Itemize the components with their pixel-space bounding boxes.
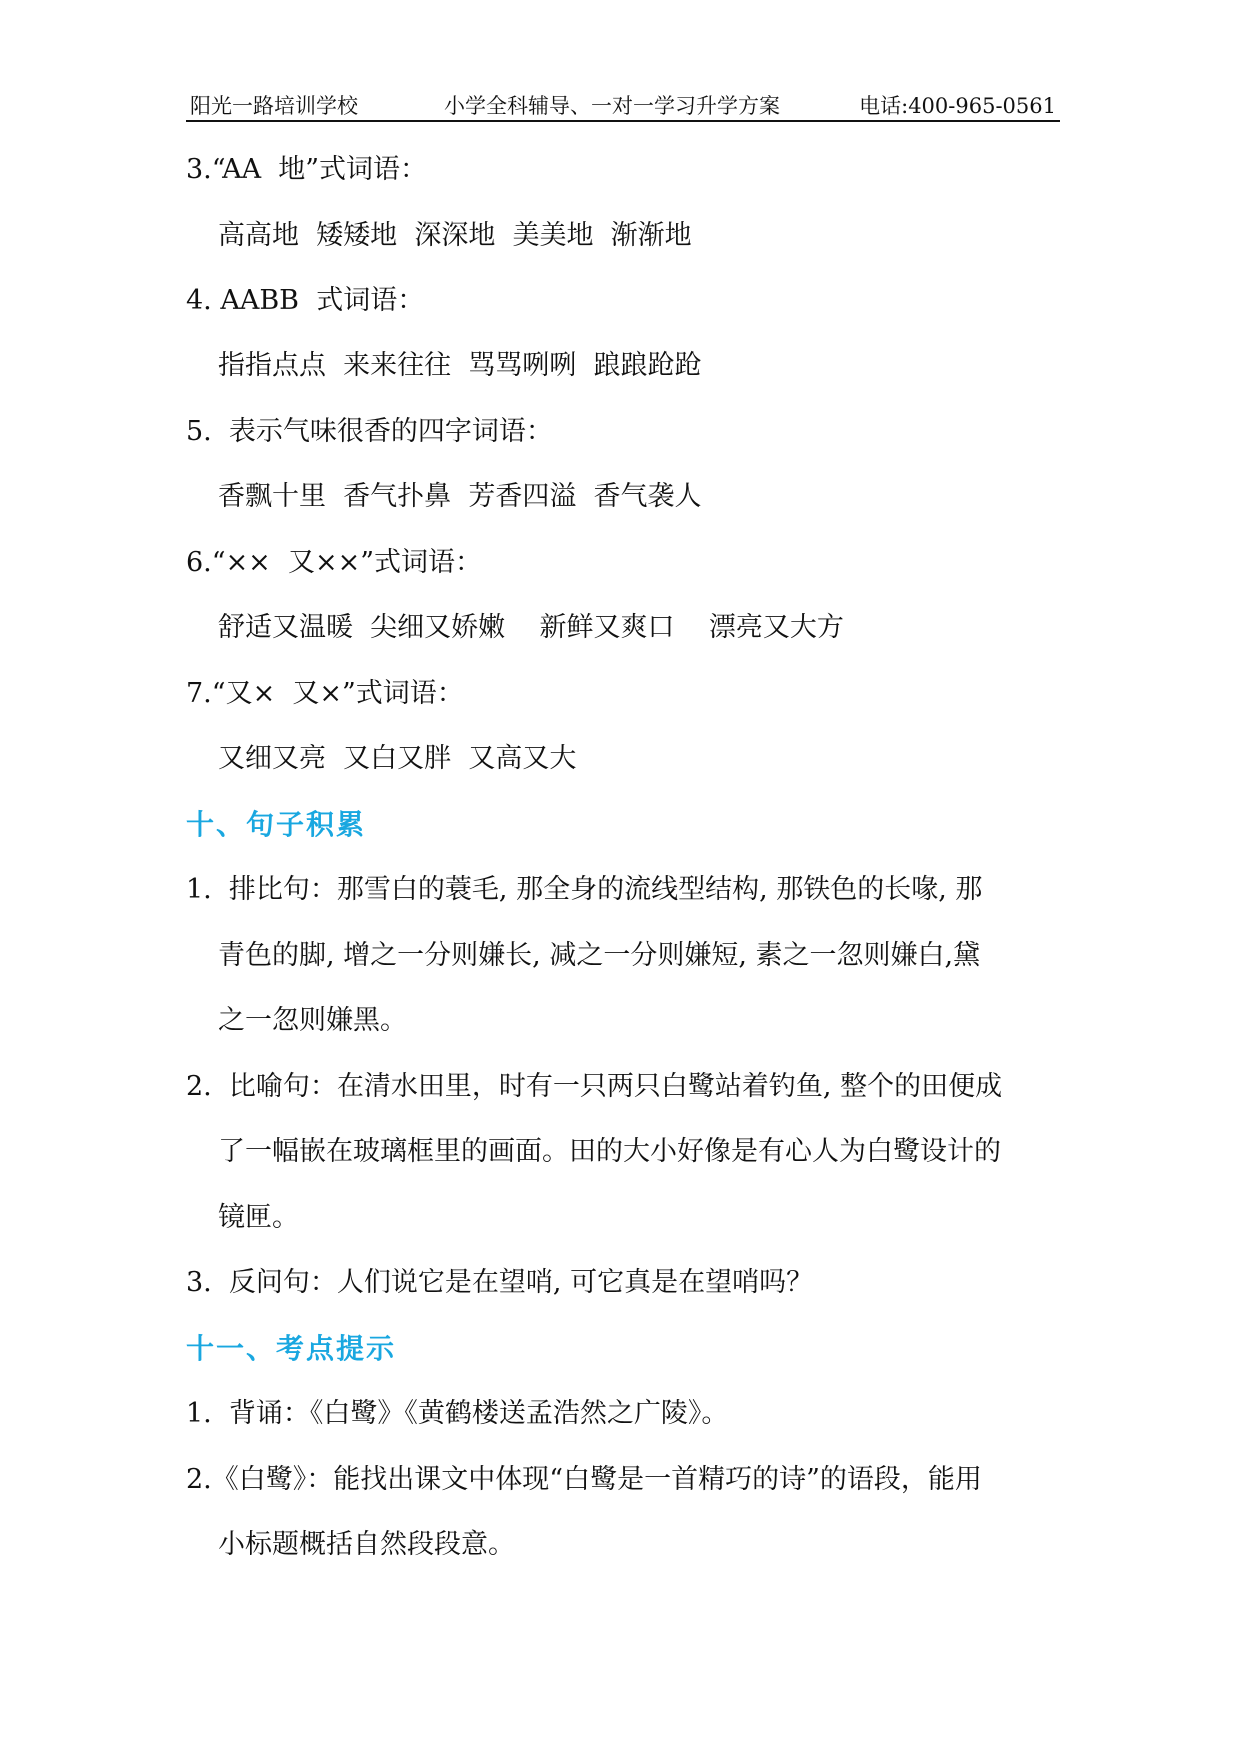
section-heading-exam-tips: 十一、考点提示 bbox=[186, 1332, 397, 1365]
item-4-words: 指指点点 来来往往 骂骂咧咧 踉踉跄跄 bbox=[218, 350, 702, 381]
item-6-words: 舒适又温暖 尖细又娇嫩 新鲜又爽口 漂亮又大方 bbox=[218, 612, 844, 643]
item-5-title: 5. 表示气味很香的四字词语： bbox=[186, 416, 553, 447]
tip-2-line-1: 2.《白鹭》：能找出课文中体现“白鹭是一首精巧的诗”的语段，能用 bbox=[186, 1464, 982, 1495]
header-slogan: 小学全科辅导、一对一学习升学方案 bbox=[444, 94, 780, 118]
sentence-3-line-1: 3. 反问句：人们说它是在望哨, 可它真是在望哨吗？ bbox=[186, 1267, 814, 1298]
sentence-1-line-1: 1. 排比句：那雪白的蓑毛, 那全身的流线型结构, 那铁色的长喙, 那 bbox=[186, 874, 983, 905]
item-4-title: 4. AABB 式词语： bbox=[186, 285, 425, 316]
section-heading-sentences: 十、句子积累 bbox=[186, 808, 367, 841]
school-name: 阳光一路培训学校 bbox=[190, 94, 358, 118]
sentence-2-line-3: 镜匣。 bbox=[218, 1202, 299, 1233]
page-header bbox=[186, 88, 1060, 122]
item-3-words: 高高地 矮矮地 深深地 美美地 渐渐地 bbox=[218, 220, 692, 251]
sentence-1-line-3: 之一忽则嫌黑。 bbox=[218, 1005, 407, 1036]
item-3-title: 3.“AA 地”式词语： bbox=[186, 154, 428, 185]
item-7-words: 又细又亮 又白又胖 又高又大 bbox=[218, 743, 577, 774]
tip-1: 1. 背诵：《白鹭》《黄鹤楼送孟浩然之广陵》。 bbox=[186, 1398, 729, 1429]
sentence-1-line-2: 青色的脚, 增之一分则嫌长, 减之一分则嫌短, 素之一忽则嫌白,黛 bbox=[218, 940, 981, 971]
item-7-title: 7.“又× 又×”式词语： bbox=[186, 678, 464, 709]
item-6-title: 6.“×× 又××”式词语： bbox=[186, 547, 483, 578]
sentence-2-line-1: 2. 比喻句：在清水田里，时有一只两只白鹭站着钓鱼, 整个的田便成 bbox=[186, 1071, 1003, 1102]
tip-2-line-2: 小标题概括自然段段意。 bbox=[218, 1529, 515, 1560]
sentence-2-line-2: 了一幅嵌在玻璃框里的画面。田的大小好像是有心人为白鹭设计的 bbox=[218, 1136, 1001, 1167]
item-5-words: 香飘十里 香气扑鼻 芳香四溢 香气袭人 bbox=[218, 481, 702, 512]
header-phone: 电话:400-965-0561 bbox=[859, 94, 1056, 118]
